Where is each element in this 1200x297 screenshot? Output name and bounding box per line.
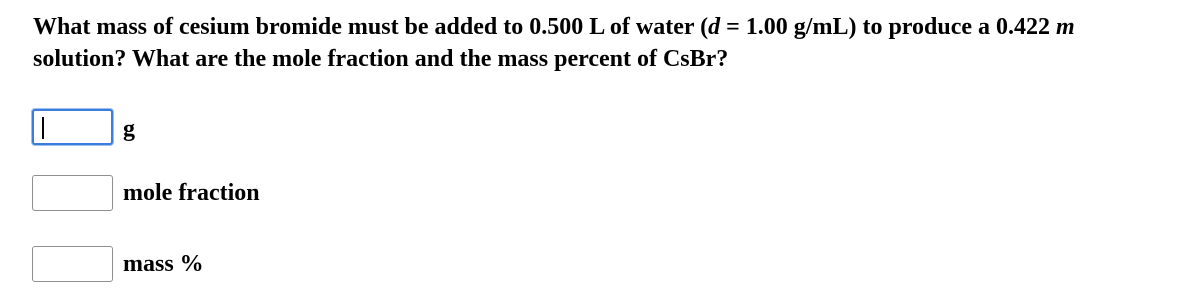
answer-row-mole-fraction: [32, 175, 260, 211]
mass-unit-label: g: [123, 116, 135, 142]
answer-row-mass-percent: [32, 246, 204, 282]
mole-fraction-label: mole fraction: [123, 180, 260, 206]
text-caret: [42, 117, 44, 139]
mole-fraction-answer-input[interactable]: [32, 175, 113, 211]
answer-row-mass: [32, 109, 135, 145]
mass-answer-input[interactable]: [32, 109, 113, 145]
question-part-1: What mass of cesium bromide must be added to 0.500 L of water (: [33, 14, 709, 40]
mass-percent-answer-input[interactable]: [32, 246, 113, 282]
molality-unit: m: [1056, 14, 1075, 40]
density-variable: d: [708, 14, 721, 40]
mass-percent-label: mass %: [123, 251, 204, 277]
question-text: [33, 11, 1183, 75]
question-part-2: = 1.00 g/mL) to produce a 0.422: [720, 14, 1057, 40]
question-part-3: solution? What are the mole fraction and the mass percent of CsBr?: [33, 46, 729, 72]
